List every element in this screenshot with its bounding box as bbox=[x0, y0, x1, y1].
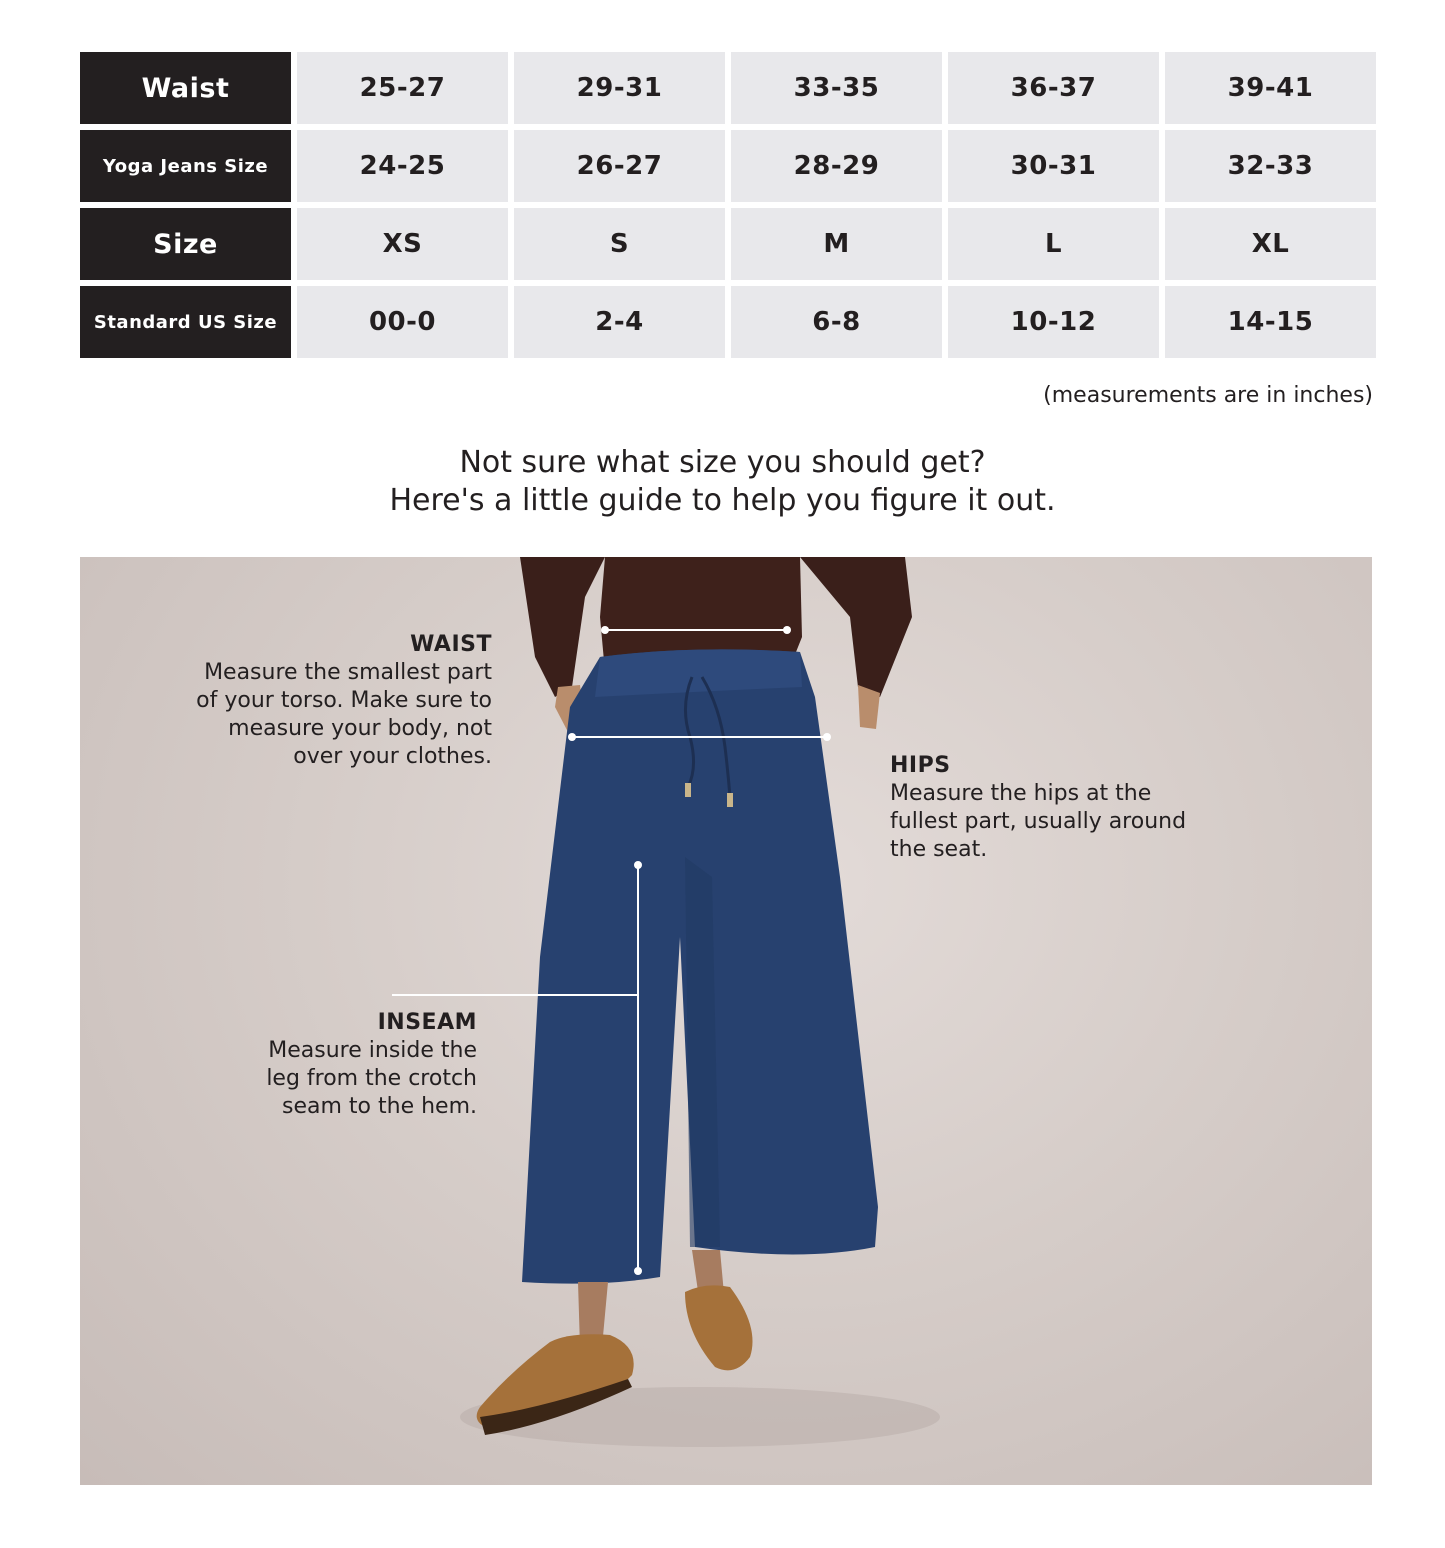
row-header-size: Size bbox=[80, 208, 291, 280]
yoga-l-cell: 30-31 bbox=[948, 130, 1159, 202]
yoga-m-cell: 28-29 bbox=[731, 130, 942, 202]
waist-l-cell: 36-37 bbox=[948, 52, 1159, 124]
waist-m-cell: 33-35 bbox=[731, 52, 942, 124]
inseam-guide-line: seam to the hem. bbox=[282, 1094, 477, 1119]
size-s-cell: S bbox=[514, 208, 725, 280]
waist-guide-line: over your clothes. bbox=[293, 744, 492, 769]
row-header-standard-us-size: Standard US Size bbox=[80, 286, 291, 358]
inseam-guide bbox=[266, 1009, 477, 1121]
inseam-guide-line: leg from the crotch bbox=[266, 1066, 477, 1091]
hips-guide bbox=[890, 752, 1186, 864]
waist-guide bbox=[196, 631, 492, 771]
waist-guide-title: WAIST bbox=[410, 632, 492, 657]
waist-xs-cell: 25-27 bbox=[297, 52, 508, 124]
waist-xl-cell: 39-41 bbox=[1165, 52, 1376, 124]
hips-guide-line: Measure the hips at the bbox=[890, 781, 1152, 806]
size-xs-cell: XS bbox=[297, 208, 508, 280]
row-header-waist: Waist bbox=[80, 52, 291, 124]
yoga-xs-cell: 24-25 bbox=[297, 130, 508, 202]
waist-guide-line: Measure the smallest part bbox=[204, 660, 492, 685]
size-chart-table bbox=[80, 52, 1376, 358]
row-header-yoga-jeans-size: Yoga Jeans Size bbox=[80, 130, 291, 202]
us-xs-cell: 00-0 bbox=[297, 286, 508, 358]
measurement-guide-photo bbox=[80, 557, 1372, 1485]
units-note: (measurements are in inches) bbox=[1043, 383, 1373, 408]
guide-intro-line-2: Here's a little guide to help you figure it out. bbox=[389, 483, 1056, 518]
hips-guide-line: the seat. bbox=[890, 837, 988, 862]
yoga-xl-cell: 32-33 bbox=[1165, 130, 1376, 202]
guide-intro bbox=[0, 444, 1445, 520]
hips-guide-title: HIPS bbox=[890, 753, 951, 778]
size-xl-cell: XL bbox=[1165, 208, 1376, 280]
waist-s-cell: 29-31 bbox=[514, 52, 725, 124]
waist-guide-line: of your torso. Make sure to bbox=[196, 688, 492, 713]
inseam-guide-title: INSEAM bbox=[377, 1010, 477, 1035]
waist-guide-line: measure your body, not bbox=[228, 716, 492, 741]
us-s-cell: 2-4 bbox=[514, 286, 725, 358]
size-m-cell: M bbox=[731, 208, 942, 280]
size-l-cell: L bbox=[948, 208, 1159, 280]
guide-intro-line-1: Not sure what size you should get? bbox=[459, 445, 986, 480]
us-l-cell: 10-12 bbox=[948, 286, 1159, 358]
us-xl-cell: 14-15 bbox=[1165, 286, 1376, 358]
yoga-s-cell: 26-27 bbox=[514, 130, 725, 202]
inseam-guide-line: Measure inside the bbox=[268, 1038, 477, 1063]
hips-guide-line: fullest part, usually around bbox=[890, 809, 1187, 834]
us-m-cell: 6-8 bbox=[731, 286, 942, 358]
